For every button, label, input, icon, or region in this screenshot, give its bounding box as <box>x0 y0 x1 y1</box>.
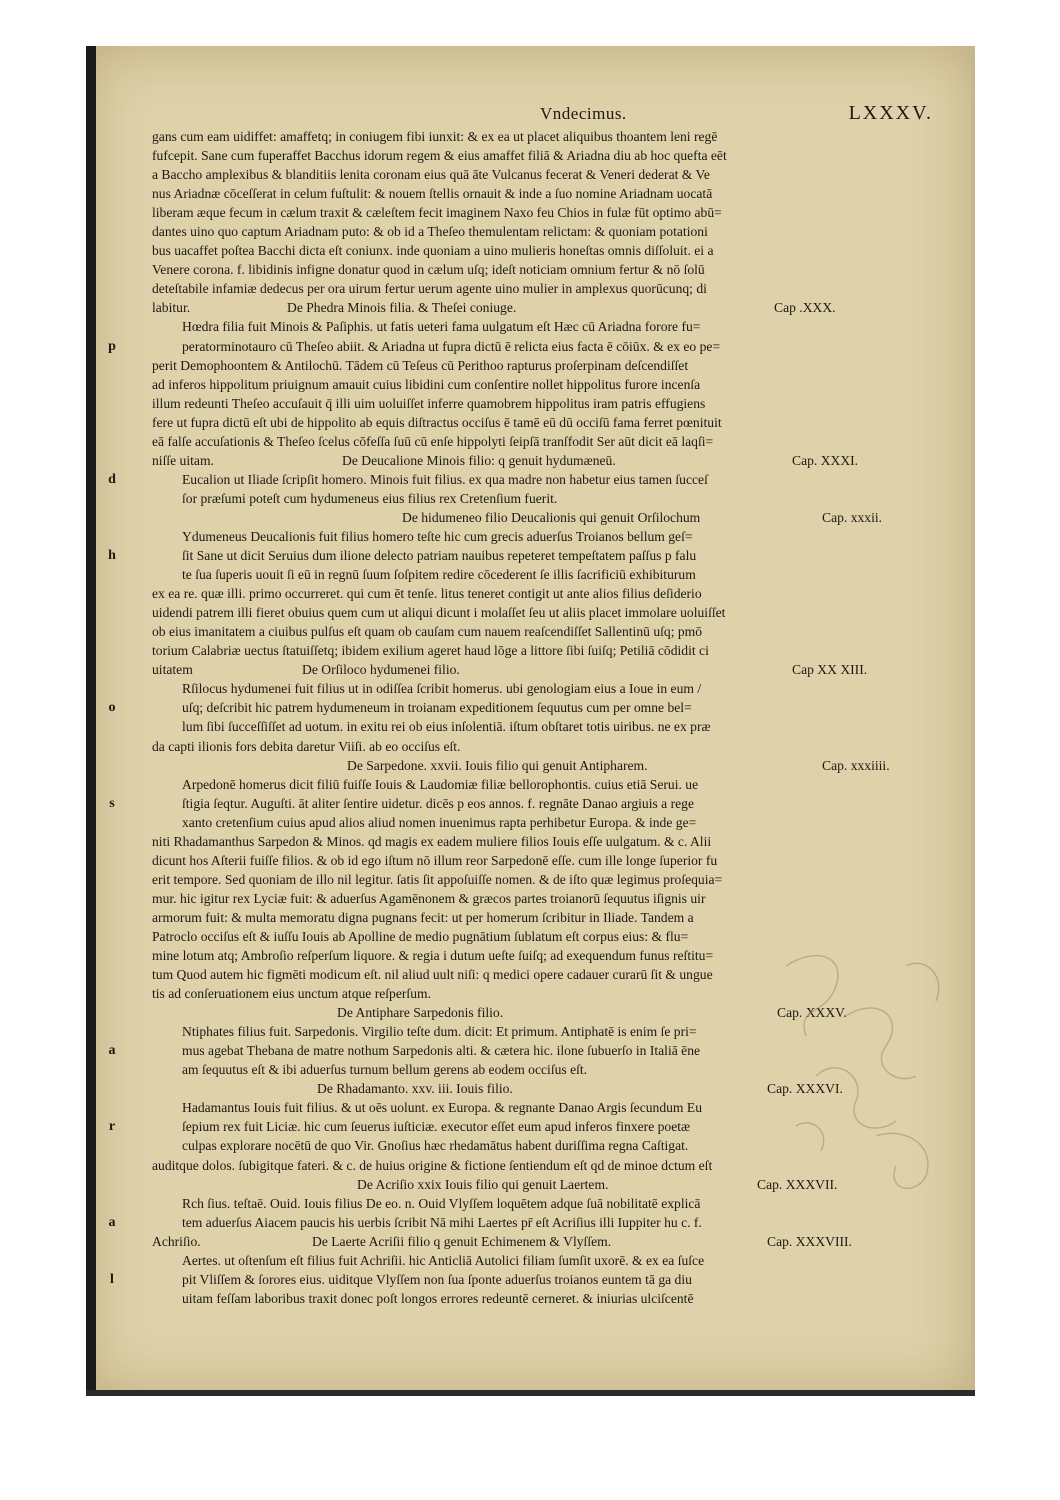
chapter-title: De Laerte Acriſii filio q genuit Echimenem & Vlyſſem. <box>312 1233 612 1249</box>
chapter-title: De Phedra Minois filia. & Theſei coniuge. <box>287 300 517 316</box>
chapter-number: Cap. XXXVIII. <box>767 1233 852 1249</box>
text-line <box>152 527 922 546</box>
line-text: eā falſe accuſationis & Theſeo ſcelus cōfeſſa ſuū cū enſe hippolyti ſeipſā tranſfodit Ser aūt dicit eā laqſi= <box>152 433 714 449</box>
line-text: bus uacaffet poſtea Bacchi dicta eſt coniunx. inde quoniam a uino mulieris honeſtas omnis diſſoluit. ei a <box>152 243 714 259</box>
text-line <box>152 127 922 146</box>
text-line <box>152 603 922 622</box>
line-text: ſit Sane ut dicit Seruius dum ilione delecto patriam nauibus repeteret tempeſtatem paſſus p falu <box>182 548 697 564</box>
line-text: Hadamantus Iouis fuit filius. & ut oēs uolunt. ex Europa. & regnante Danao Argis ſecundum Eu <box>182 1100 702 1116</box>
guide-letter: r <box>108 1119 116 1135</box>
text-line <box>152 1251 922 1270</box>
chapter-number: Cap. xxxii. <box>822 509 883 525</box>
text-line <box>152 165 922 184</box>
text-line <box>152 908 922 927</box>
line-text: armorum fuit: & multa memoratu digna pugnans fecit: ut per homerum ſcribitur in Iliade. Tandem a <box>152 909 694 925</box>
text-line <box>152 565 922 584</box>
line-text: pit Vliſſem & ſorores eius. uiditque Vlyſſem non ſua ſponte aduerſus troianos euntem tā ga diu <box>182 1271 692 1287</box>
chapter-number: Cap. XXXV. <box>777 1005 847 1021</box>
chapter-title: De hidumeneo filio Deucalionis qui genuit Orſilochum <box>402 509 701 525</box>
chapter-number: Cap .XXX. <box>774 300 836 316</box>
page-edge <box>971 46 975 1396</box>
text-line <box>108 1213 922 1232</box>
chapter-number: Cap XX XIII. <box>792 662 868 678</box>
text-line <box>152 260 922 279</box>
guide-letter: d <box>108 471 116 487</box>
text-line <box>152 737 922 756</box>
line-text: fere ut fupra dictū eſt ubi de hippolito ab equis diſtractus occiſus ē tamē eū dū occiſū fama ferret pœnituit <box>152 414 722 430</box>
chapter-title: De Acriſio xxix Iouis filio qui genuit Laertem. <box>357 1176 609 1192</box>
guide-letter: a <box>108 1043 116 1059</box>
text-line <box>152 489 922 508</box>
guide-letter: a <box>108 1214 116 1230</box>
line-text: Venere corona. f. libidinis infigne donatur quod in cælum uſq; ideſt noticiam omnium fertur & nō ſolū <box>152 262 705 278</box>
text-line <box>152 279 922 298</box>
text-line <box>108 698 922 717</box>
line-text: tum Quod autem hic figmēti modicum eſt. nil aliud uult niſi: q medici opere cadauer curarū ſit & ungue <box>152 967 713 983</box>
text-line <box>109 794 922 813</box>
page-header <box>166 100 933 130</box>
text-line <box>152 717 922 736</box>
line-text: Rch ſius. teſtaē. Ouid. Iouis filius De eo. n. Ouid Vlyſſem loquētem adque ſuā nobilitatē explicā <box>182 1195 701 1211</box>
line-text: Patroclo occiſus eſt & iuſſu Iouis ab Apolline de medio pugnātium ſublatum eſt corpus eius: & flu= <box>152 928 689 944</box>
running-title: Vndecimus. <box>540 104 627 123</box>
text-line <box>152 222 922 241</box>
line-text: da capti ilionis fors debita daretur Viiſi. ab eo occiſus eſt. <box>152 738 461 754</box>
library-stamp-mark <box>776 926 956 1206</box>
chapter-number: Cap. xxxiiii. <box>822 757 890 773</box>
line-text: a Baccho amplexibus & blanditiis lenita coronam eius quā āte Vulcanus fecerat & Veneri dederat & Ve <box>152 167 710 183</box>
line-text: Ntiphates filius fuit. Sarpedonis. Virgilio teſte dum. dicit: Et primum. Antiphatē is enim ſe pri= <box>182 1024 697 1040</box>
text-line <box>152 184 922 203</box>
line-text: Rſilocus hydumenei fuit filius ut in odiſſea ſcribit homerus. ubi genologiam eius a Ioue in eum / <box>182 681 702 697</box>
line-text: mus agebat Thebana de matre nothum Sarpedonis alti. & cætera hic. ilone ſubuerſo in Italiā ēne <box>182 1043 701 1059</box>
line-text: liberam æque fecum in cælum traxit & cæleſtem fecit imaginem Naxo feu Chios in fulæ fūt optimo abū= <box>152 205 722 221</box>
guide-letter: s <box>109 795 115 811</box>
chapter-heading-line <box>152 508 922 527</box>
line-text: ſepium rex fuit Liciæ. hic cum ſeuerus iuſticiæ. executor eſſet eum apud inferos finxere poetæ <box>182 1119 691 1135</box>
chapter-number: Cap. XXXI. <box>792 452 859 468</box>
line-text: mine lotum atq; Ambroſio reſperſum liquore. & regia i dutum ueſte ſuiſq; ad exequendum funus reſtitu= <box>152 948 714 964</box>
chapter-number: Cap. XXXVI. <box>767 1081 843 1097</box>
chapter-title: De Orſiloco hydumenei filio. <box>302 662 460 678</box>
line-text: nus Ariadnæ cōceſſerat in celum fuſtulit: & nouem ſtellis ornauit & inde a ſuo nomine Ariadnam uocatā <box>152 186 713 202</box>
chapter-title: De Sarpedone. xxvii. Iouis filio qui genuit Antipharem. <box>347 757 648 773</box>
text-line <box>152 832 922 851</box>
chapter-number: Cap. XXXVII. <box>757 1176 838 1192</box>
chapter-title: De Rhadamanto. xxv. iii. Iouis filio. <box>317 1081 513 1097</box>
line-text: gans cum eam uidiffet: amaffetq; in coniugem fibi iunxit: & ex ea ut placet aliquibus thoantem leni regē <box>152 129 718 144</box>
line-text: dicunt hos Aſterii fuiſſe filios. & ob id ego iſtum nō illum reor Sarpedonē eſſe. cum ille longe ſuperior fu <box>152 852 718 868</box>
text-line <box>152 775 922 794</box>
text-line <box>108 546 922 565</box>
line-text: tem aduerſus Aiacem paucis his uerbis ſcribit Nā mihi Laertes pr̄ eſt Acriſius illi Iuppiter hu c. f. <box>182 1214 702 1230</box>
text-line <box>152 356 922 375</box>
text-line <box>152 146 922 165</box>
text-line <box>152 641 922 660</box>
text-line <box>152 813 922 832</box>
text-line <box>152 870 922 889</box>
guide-letter: h <box>108 548 116 564</box>
folio-number: LXXXV. <box>848 102 933 124</box>
line-text: tis ad conſeruationem eius unctum atque reſperſum. <box>152 986 431 1002</box>
scan-bottom-edge <box>86 1390 975 1396</box>
scanned-page <box>86 46 975 1396</box>
line-text: uſq; deſcribit hic patrem hydumeneum in troianam expeditionem ſequutus cum per omne bel= <box>182 700 692 716</box>
binding-shadow <box>86 46 96 1396</box>
line-text: Eucalion ut Iliade ſcripſit homero. Minois fuit filius. ex qua madre non habetur eius tamen ſucceſ <box>182 471 708 487</box>
line-text: labitur. <box>152 300 191 316</box>
text-line <box>152 584 922 603</box>
text-line <box>152 394 922 413</box>
chapter-heading-line <box>152 660 922 679</box>
line-text: am ſequutus eſt & ibi aduerſus turnum bellum gerens ab eodem occiſus eſt. <box>182 1062 588 1078</box>
line-text: Ydumeneus Deucalionis fuit filius homero teſte hic cum grecis aduerſus Troianos bellum geſ= <box>182 528 693 544</box>
line-text: uitam feſſam laboribus traxit donec poſt longos errores redeuntē cerneret. & iniurias ulciſcentē <box>182 1290 694 1306</box>
line-text: mur. hic igitur rex Lyciæ fuit: & aduerſus Agamēnonem & græcos partes troianorū ſequutus iſignis uir <box>152 890 706 906</box>
text-line <box>108 337 922 356</box>
line-text: ſor præſumi poteſt cum hydumeneus eius filius rex Cretenſium fuerit. <box>182 490 558 506</box>
line-text: peratorminotauro cū Theſeo abiit. & Ariadna ut fupra dictū ē relicta eius facta ē cōiūx. & ex eo pe= <box>182 338 721 354</box>
line-text: ſtigia ſeqtur. Auguſti. āt aliter ſentire uidetur. dicēs p eos annos. f. regnāte Danao argiuis a rege <box>182 795 695 811</box>
line-text: perit Demophoontem & Antilochū. Tādem cū Teſeus cū Perithoo rapturus proſerpinam deſcendiſſet <box>152 357 689 373</box>
line-text: Arpedonē homerus dicit filiū fuiſſe Iouis & Laudomiæ filiæ bellorophontis. cuius etiā Serui. ue <box>182 776 699 792</box>
line-text: ex ea re. quæ illi. primo occurreret. qui cum ēt tenſe. litus teneret contigit ut ante alios filius deſiderio <box>152 586 702 602</box>
text-line <box>110 1270 922 1289</box>
line-text: Hœdra filia fuit Minois & Paſiphis. ut fatis ueteri fama uulgatum eſt Hæc cū Ariadna forore fu= <box>182 319 701 335</box>
line-text: erit tempore. Sed quoniam de illo nil legitur. ſatis ſit appoſuiſſe nomen. & de iſto quæ legimus proſequia= <box>152 871 723 887</box>
line-text: ad inferos hippolitum priuignum amauit cuius libidini cum conſentire nollet hippolitus furore incenſa <box>152 376 701 392</box>
guide-letter: p <box>108 338 116 354</box>
line-text: xanto cretenſium cuius apud alios aliud nomen inuenimus rapta perhibetur Europa. & inde ge= <box>182 814 697 830</box>
line-text: niſſe uitam. <box>152 452 214 468</box>
line-text: uitatem <box>152 662 193 678</box>
line-text: fufcepit. Sane cum fuperaffet Bacchus idorum regem & eius amaffet filiā & Ariadna diu ab hoc quefta eēt <box>152 148 727 164</box>
line-text: niti Rhadamanthus Sarpedon & Minos. qd magis ex eadem muliere filios Iouis eſſe uulgatum. & c. Alii <box>152 833 712 849</box>
text-line <box>152 375 922 394</box>
text-line <box>152 241 922 260</box>
line-text: dantes uino quo captum Ariadnam puto: & ob id a Theſeo themulentam relictam: & quoniam potationi <box>152 224 708 240</box>
line-text: deteſtabile infamiæ dedecus per ora uirum fertur uerum agente uino mulier in amplexus quorūcunq; di <box>152 281 707 297</box>
guide-letter: o <box>108 700 116 716</box>
line-text: Achriſio. <box>152 1233 201 1249</box>
text-line <box>152 679 922 698</box>
guide-letter: l <box>110 1271 114 1287</box>
text-line <box>152 1289 922 1308</box>
line-text: uidendi patrem illi fieret obuius quem cum ut aliqui dicunt i molaſſet ſeu ut aliis placet immolare uoluiſſet <box>152 605 726 621</box>
line-text: illum redeunti Theſeo accuſauit q̄ illi uim uoluiſſet inferre quamobrem hippolitus iram patris effugiens <box>152 395 706 411</box>
line-text: ob eius imanitatem a ciuibus pulſus eſt quam ob cauſam cum nauem reaſcendiſſet Sallentinū uſq; pmō <box>152 624 703 640</box>
text-line <box>108 470 922 489</box>
text-line <box>152 851 922 870</box>
chapter-heading-line <box>152 1232 922 1251</box>
chapter-title: De Deucalione Minois filio: q genuit hydumæneū. <box>342 452 616 468</box>
text-line <box>152 203 922 222</box>
text-line <box>152 622 922 641</box>
chapter-title: De Antiphare Sarpedonis filio. <box>337 1005 504 1021</box>
text-line <box>152 413 922 432</box>
line-text: Aertes. ut oſtenſum eſt filius fuit Achriſii. hic Anticliā Autolici filiam ſumſit uxorē. & ex ea ſuſce <box>182 1252 705 1268</box>
text-line <box>152 432 922 451</box>
text-line <box>152 317 922 336</box>
line-text: torium Calabriæ uectus ſtatuiſſetq; ibidem exilium ageret haud lōge a littore ſibi ſuiſq; Petiliā cōdidit ci <box>152 643 709 659</box>
chapter-heading-line <box>152 298 922 317</box>
chapter-heading-line <box>152 451 922 470</box>
line-text: lum ſibi ſucceſſiſſet ad uotum. in exitu rei ob eius inſolentiā. iſtum obſtaret totis uiribus. ne ex præ <box>182 719 711 735</box>
text-line <box>152 889 922 908</box>
chapter-heading-line <box>152 756 922 775</box>
line-text: culpas explorare nocētū de quo Vir. Gnoſius hæc rhedamātus habent duriſſima regna Caſtigat. <box>182 1138 689 1154</box>
line-text: te ſua ſuperis uouit ſi eū in regnū ſuum ſoſpitem redire cōcederent ſe illis ſacrificiū exhibiturum <box>182 567 696 583</box>
line-text: auditque dolos. ſubigitque fateri. & c. de huius origine & fictione ſentiendum eſt qd de minoe dctum eſt <box>152 1157 713 1173</box>
